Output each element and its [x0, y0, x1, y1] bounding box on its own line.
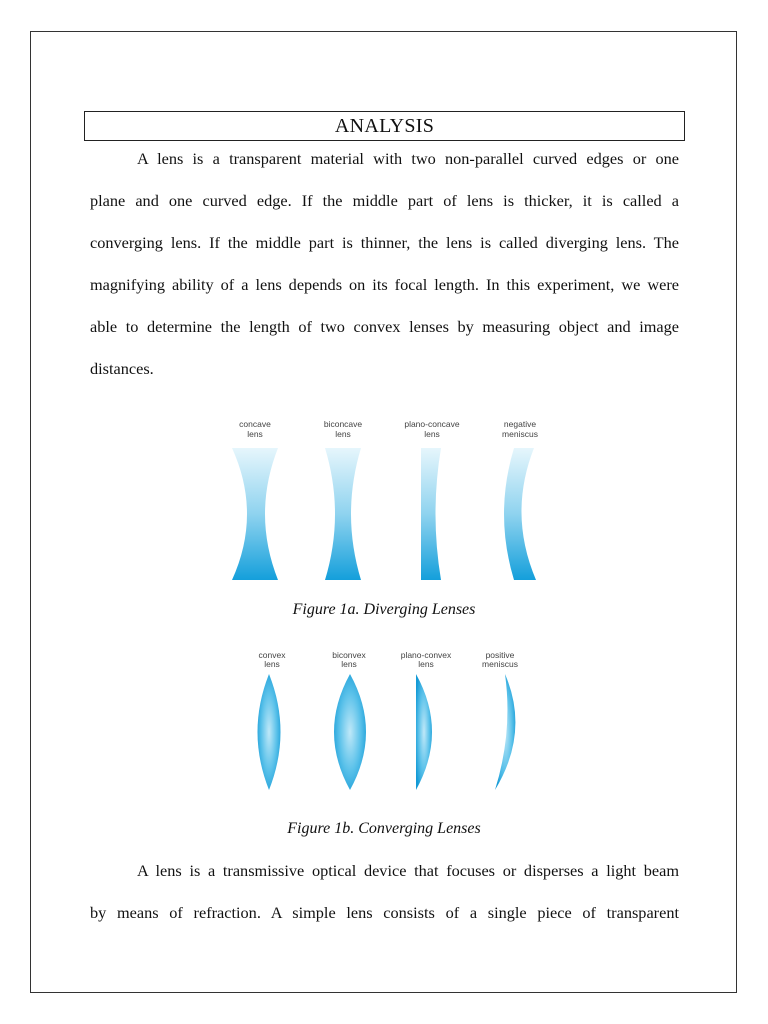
figure-diverging-lenses	[0, 412, 768, 587]
paragraph-refraction	[90, 850, 679, 934]
lens-label: biconcave	[323, 419, 363, 429]
lens-label: lens	[418, 659, 434, 669]
positive-meniscus-shape	[495, 674, 515, 790]
figure-1a-caption: Figure 1a. Diverging Lenses	[292, 601, 476, 618]
paragraph-line: plane and one curved edge. If the middle part of lens is thicker, it is called a	[90, 191, 679, 210]
lens-label: lens	[247, 429, 263, 439]
lens-label: plano-concave	[404, 419, 460, 429]
plano-convex-lens-shape	[416, 674, 432, 790]
plano-concave-lens-shape	[421, 448, 441, 580]
paragraph-intro	[90, 138, 679, 390]
convex-lens-shape	[258, 674, 281, 790]
biconvex-lens-shape	[334, 674, 366, 790]
lens-label: lens	[335, 429, 351, 439]
lens-label: lens	[264, 659, 280, 669]
paragraph-line: by means of refraction. A simple lens consists of a single piece of transparent	[90, 903, 679, 922]
lens-label: negative	[503, 419, 537, 429]
biconcave-lens-shape	[325, 448, 361, 580]
lens-label: biconvex	[332, 650, 366, 660]
diverging-lenses-diagram	[0, 412, 768, 587]
section-heading	[84, 111, 685, 141]
lens-label: positive	[485, 650, 515, 660]
lens-label: meniscus	[502, 429, 538, 439]
figure-converging-lenses	[0, 648, 768, 796]
lens-label: lens	[424, 429, 440, 439]
section-heading-text: ANALYSIS	[334, 115, 435, 137]
paragraph-line: magnifying ability of a lens depends on its focal length. In this experiment, we were	[90, 275, 679, 294]
paragraph-line: A lens is a transparent material with two non-parallel curved edges or one	[137, 149, 679, 168]
paragraph-line: A lens is a transmissive optical device that focuses or disperses a light beam	[137, 861, 679, 880]
paragraph-line: converging lens. If the middle part is thinner, the lens is called diverging lens. The	[90, 233, 679, 252]
lens-label: concave	[239, 419, 271, 429]
negative-meniscus-shape	[504, 448, 536, 580]
lens-label: lens	[341, 659, 357, 669]
concave-lens-shape	[232, 448, 278, 580]
lens-label: plano-convex	[400, 650, 452, 660]
lens-label: convex	[258, 650, 286, 660]
converging-lenses-diagram	[0, 648, 768, 796]
lens-label: meniscus	[482, 659, 518, 669]
figure-1b-caption: Figure 1b. Converging Lenses	[287, 820, 481, 837]
paragraph-line: able to determine the length of two convex lenses by measuring object and image	[90, 317, 679, 336]
paragraph-line: distances.	[90, 359, 154, 378]
